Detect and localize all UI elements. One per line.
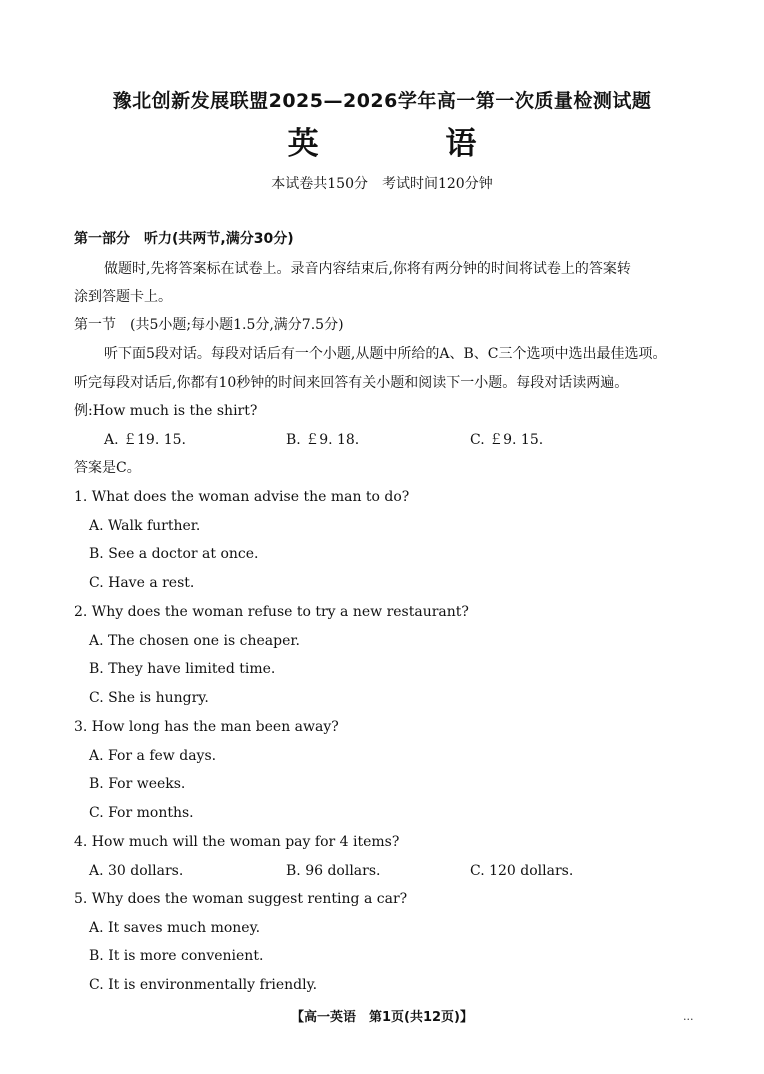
corner-mark: ... [683, 1010, 694, 1023]
question-5-option-b: B. It is more convenient. [89, 948, 264, 964]
question-4-option-b: B. 96 dollars. [286, 863, 381, 879]
question-3-option-c: C. For months. [89, 805, 194, 821]
question-5-option-c: C. It is environmentally friendly. [89, 977, 318, 993]
section1-instruction-line2: 听完每段对话后,你都有10秒钟的时间来回答有关小题和阅读下一小题。每段对话读两遍。 [74, 375, 629, 391]
subject-title: 英 语 [287, 126, 535, 162]
question-2-option-b: B. They have limited time. [89, 661, 276, 677]
example-question: 例:How much is the shirt? [74, 403, 258, 419]
example-answer: 答案是C。 [74, 460, 141, 476]
question-3-option-b: B. For weeks. [89, 776, 186, 792]
page-footer: 【高一英语 第1页(共12页)】 [290, 1010, 474, 1025]
example-option-c: C. ￡9. 15. [470, 432, 544, 448]
example-option-b: B. ￡9. 18. [286, 432, 360, 448]
example-option-a: A. ￡19. 15. [104, 432, 186, 448]
question-1-option-c: C. Have a rest. [89, 575, 195, 591]
part1-heading: 第一部分 听力(共两节,满分30分) [74, 231, 294, 247]
question-1-option-a: A. Walk further. [89, 518, 201, 534]
question-1-option-b: B. See a doctor at once. [89, 546, 259, 562]
question-5-option-a: A. It saves much money. [89, 920, 261, 936]
part1-instruction-line1: 做题时,先将答案标在试卷上。录音内容结束后,你将有两分钟的时间将试卷上的答案转 [104, 261, 631, 277]
exam-info: 本试卷共150分 考试时间120分钟 [271, 176, 493, 192]
question-2-option-a: A. The chosen one is cheaper. [89, 633, 300, 649]
question-4-option-c: C. 120 dollars. [470, 863, 574, 879]
question-4: 4. How much will the woman pay for 4 items? [74, 834, 400, 850]
section1-instruction-line1: 听下面5段对话。每段对话后有一个小题,从题中所给的A、B、C三个选项中选出最佳选项。 [104, 346, 667, 362]
question-1: 1. What does the woman advise the man to do? [74, 489, 410, 505]
question-3: 3. How long has the man been away? [74, 719, 339, 735]
question-3-option-a: A. For a few days. [89, 748, 217, 764]
exam-title: 豫北创新发展联盟2025—2026学年高一第一次质量检测试题 [112, 90, 652, 112]
question-2: 2. Why does the woman refuse to try a new restaurant? [74, 604, 469, 620]
question-2-option-c: C. She is hungry. [89, 690, 209, 706]
section1-heading: 第一节 (共5小题;每小题1.5分,满分7.5分) [74, 317, 344, 333]
question-4-option-a: A. 30 dollars. [89, 863, 184, 879]
part1-instruction-line2: 涂到答题卡上。 [74, 289, 172, 305]
question-5: 5. Why does the woman suggest renting a car? [74, 891, 408, 907]
